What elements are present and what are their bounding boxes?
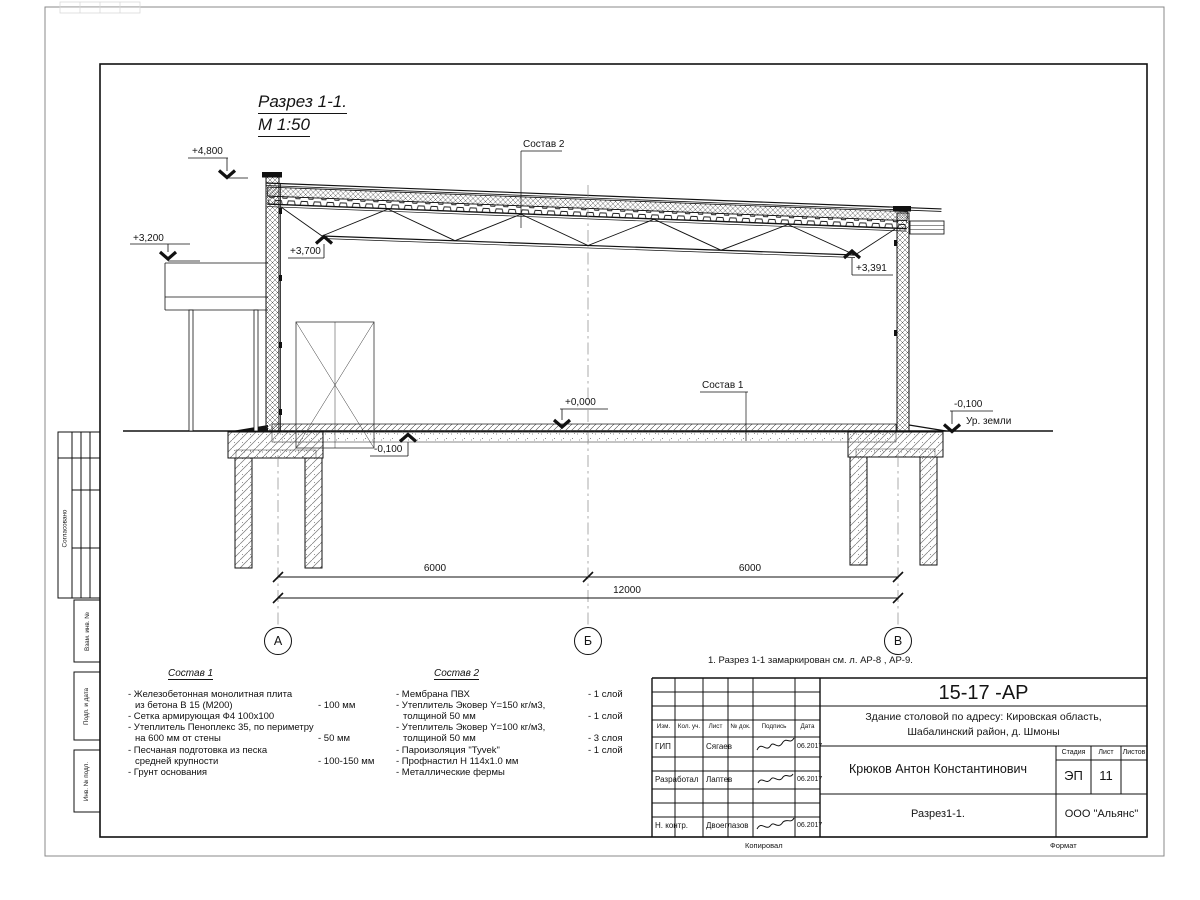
signature-ncontrol bbox=[757, 818, 794, 829]
sidebar-podp: Подп. и дата bbox=[83, 687, 91, 725]
tb-col-koluch: Кол. уч. bbox=[677, 723, 701, 730]
legend2-line: толщиной 50 мм - 1 слой bbox=[403, 711, 623, 723]
tb-doc-number: 15-17 -АР bbox=[938, 682, 1029, 704]
dim-span-1: 6000 bbox=[423, 563, 447, 574]
tb-role-gip: ГИП bbox=[655, 742, 671, 751]
tb-role-dev: Разработал bbox=[655, 775, 699, 784]
dim-span-2: 6000 bbox=[738, 563, 762, 574]
tb-sheet-label: Лист bbox=[1098, 749, 1114, 756]
porch-canopy bbox=[165, 263, 268, 431]
elevation-label-m100-left: -0,100 bbox=[374, 444, 403, 455]
legend1-line: - Железобетонная монолитная плита bbox=[128, 689, 293, 701]
tb-company: ООО "Альянс" bbox=[1064, 808, 1139, 820]
legend2-line: - Утеплитель Эковер Y=100 кг/м3, bbox=[396, 722, 546, 734]
tb-name-ncontr: Двоеглазов bbox=[706, 821, 749, 830]
legend2-line: - Профнастил Н 114х1.0 мм bbox=[396, 755, 519, 767]
legend1-line: - Грунт основания bbox=[128, 766, 208, 778]
ground-level-label: Ур. земли bbox=[966, 416, 1012, 427]
legend2-line: - Мембрана ПВХ - 1 слой bbox=[396, 689, 623, 701]
legend1-line: из бетона В 15 (М200) - 100 мм bbox=[135, 700, 356, 712]
door bbox=[296, 322, 374, 448]
elevation-mark-3200 bbox=[130, 244, 200, 261]
legend1-title: Состав 1 bbox=[168, 668, 214, 679]
tb-project-line2: Шабалинский район, д. Шмоны bbox=[907, 726, 1060, 738]
tb-col-izm: Изм. bbox=[656, 723, 671, 730]
foundations bbox=[228, 425, 946, 568]
sidebar-inv: Инв. № подл. bbox=[83, 761, 91, 801]
dim-total: 12000 bbox=[613, 585, 641, 596]
tb-author: Крюков Антон Константинович bbox=[849, 762, 1027, 776]
callout-sostav2: Состав 2 bbox=[523, 139, 565, 150]
legend2-line: - Пароизоляция "Tyvek" - 1 слой bbox=[396, 744, 623, 756]
tb-sheet-value: 11 bbox=[1099, 768, 1113, 783]
sheet-note: 1. Разрез 1-1 замаркирован см. л. АР-8 , АР-9. bbox=[708, 655, 913, 666]
signature-gip bbox=[757, 738, 794, 750]
tb-format-label: Формат bbox=[1050, 841, 1077, 850]
eaves-detail bbox=[910, 221, 944, 234]
axis-bubble-b: Б bbox=[583, 634, 593, 648]
roof-assembly bbox=[265, 183, 941, 232]
signature-developer bbox=[758, 774, 793, 783]
legend2-title: Состав 2 bbox=[434, 668, 480, 679]
sidebar-agreed: Согласовано bbox=[61, 509, 69, 547]
elevation-label-3391: +3,391 bbox=[856, 263, 887, 274]
tb-date-ncontr: 06.2017 bbox=[797, 822, 823, 829]
tb-sheets-label: Листов bbox=[1122, 749, 1146, 756]
drawing-scale: М 1:50 bbox=[258, 115, 310, 137]
sidebar-vzam: Взам. инв. № bbox=[83, 611, 91, 651]
legend2-line: - Утеплитель Эковер Y=150 кг/м3, bbox=[396, 700, 546, 712]
tb-date-dev: 06.2017 bbox=[797, 776, 823, 783]
level-arrow-icon bbox=[160, 252, 176, 259]
elevation-label-m100-right: -0,100 bbox=[954, 399, 983, 410]
callout-sostav1: Состав 1 bbox=[702, 380, 744, 391]
tb-role-ncontr: Н. контр. bbox=[655, 821, 689, 830]
tb-project-line1: Здание столовой по адресу: Кировская область, bbox=[865, 711, 1102, 723]
axis-bubble-v: В bbox=[893, 634, 903, 648]
level-arrow-icon bbox=[219, 171, 235, 178]
legend1-line: - Сетка армирующая Ф4 100х100 bbox=[128, 711, 275, 723]
legend1-line: - Утеплитель Пеноплекс 35, по периметру bbox=[128, 722, 314, 734]
tb-copied-label: Копировал bbox=[745, 841, 783, 850]
tb-drawing-name: Разрез1-1. bbox=[910, 808, 965, 820]
drawing-title: Разрез 1-1. bbox=[258, 92, 347, 114]
axis-bubble-a: А bbox=[273, 634, 283, 648]
tb-col-podpis: Подпись bbox=[761, 723, 787, 730]
signatures bbox=[757, 738, 794, 829]
elevation-label-3700: +3,700 bbox=[290, 246, 321, 257]
tb-col-ndok: № док. bbox=[730, 723, 751, 730]
legend1-line: на 600 мм от стены - 50 мм bbox=[135, 733, 351, 745]
legend2-line: - Металлические фермы bbox=[396, 766, 505, 778]
elevation-label-0000: +0,000 bbox=[565, 397, 596, 408]
tb-name-dev: Лаптев bbox=[706, 775, 733, 784]
elevation-label-4800: +4,800 bbox=[192, 146, 223, 157]
legend1-line: средней крупности - 100-150 мм bbox=[135, 755, 375, 767]
tb-name-gip: Сягаев bbox=[706, 742, 732, 751]
legend1-line: - Песчаная подготовка из песка bbox=[128, 744, 268, 756]
tb-stage-value: ЭП bbox=[1064, 768, 1083, 783]
tb-col-list: Лист bbox=[708, 723, 723, 730]
elevation-mark-4800 bbox=[188, 158, 248, 178]
legend-sostav2 bbox=[396, 668, 646, 778]
tb-stage-label: Стадия bbox=[1061, 749, 1086, 756]
level-arrow-icon bbox=[316, 237, 332, 244]
legend2-line: толщиной 50 мм - 3 слоя bbox=[403, 733, 623, 745]
elevation-label-3200: +3,200 bbox=[133, 233, 164, 244]
tb-col-data: Дата bbox=[800, 723, 815, 730]
tb-date-gip: 06.2017 bbox=[797, 743, 823, 750]
corner-mini-table bbox=[60, 2, 140, 13]
legend-sostav1 bbox=[128, 668, 394, 778]
